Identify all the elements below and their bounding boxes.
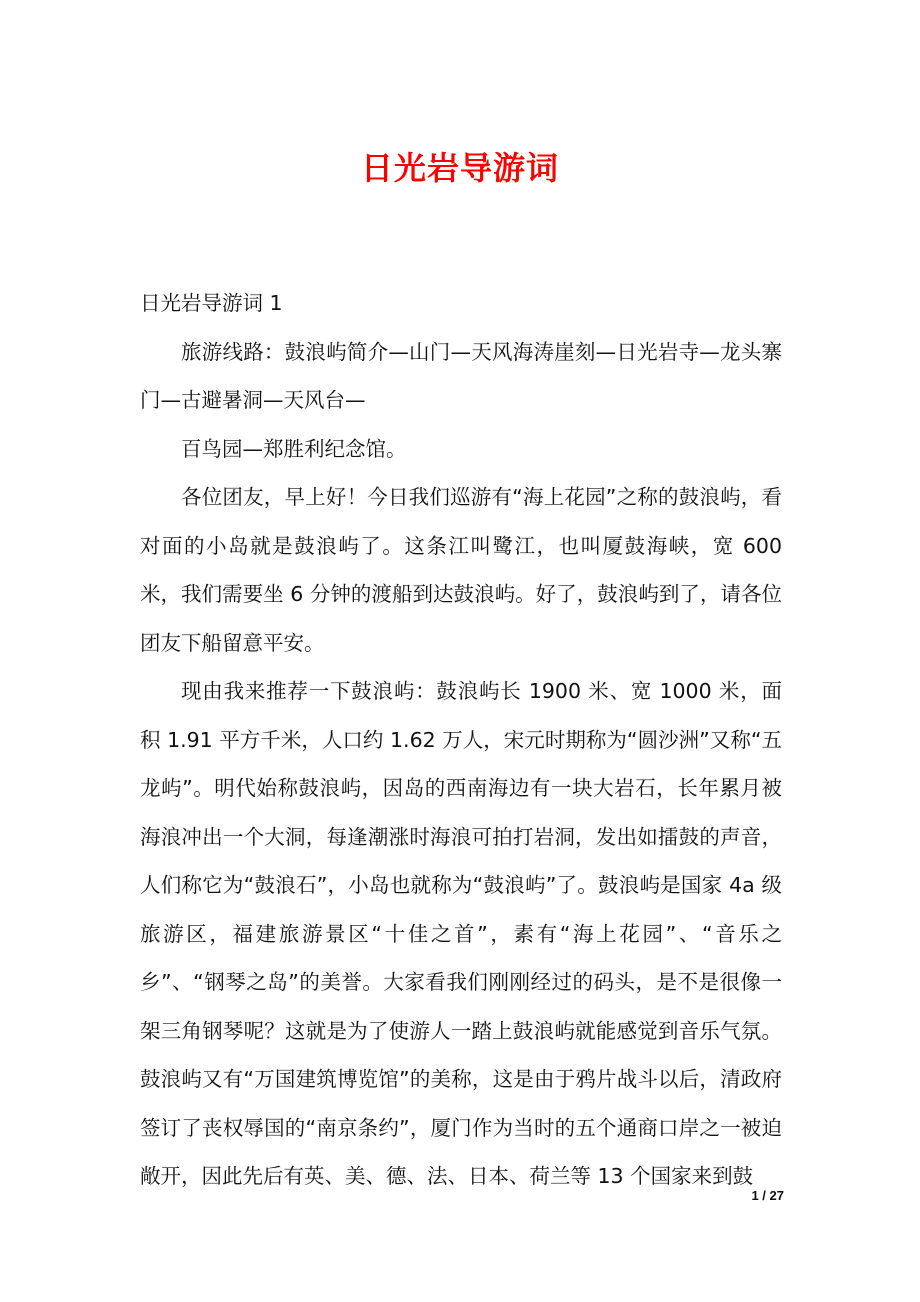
paragraph-route: 旅游线路：鼓浪屿简介—山门—天风海涛崖刻—日光岩寺—龙头寨门—古避暑洞—天风台— [140, 339, 782, 412]
document-body [140, 279, 782, 1201]
paragraph-introduction: 现由我来推荐一下鼓浪屿：鼓浪屿长 1900 米、宽 1000 米，面积 1.91 平方千米，人口约 1.62 万人，宋元时期称为“圆沙洲”又称“五龙屿”。明代始称鼓浪屿，因岛的西南海边有一块大岩石，长年累月被海浪冲出一个大洞，每逢潮涨时海浪可拍打岩洞，发出如擂鼓的声音，人们称它为“鼓浪石”，小岛也就称为“鼓浪屿”了。鼓浪屿是国家 4a 级旅游区，福建旅游景区“十佳之首”，素有“海上花园”、“音乐之乡”、“钢琴之岛”的美誉。大家看我们刚刚经过的码头，是不是很像一架三角钢琴呢？这就是为了使游人一踏上鼓浪屿就能感觉到音乐气氛。鼓浪屿又有“万国建筑博览馆”的美称，这是由于鸦片战斗以后，清政府签订了丧权辱国的“南京条约”，厦门作为当时的五个通商口岸之一被迫敞开，因此先后有英、美、德、法、日本、荷兰等 13 个国家来到鼓 [140, 679, 782, 1188]
paragraph-greeting: 各位团友，早上好！今日我们巡游有“海上花园”之称的鼓浪屿，看对面的小岛就是鼓浪屿了。这条江叫鹭江，也叫厦鼓海峡，宽 600 米，我们需要坐 6 分钟的渡船到达鼓浪屿。好了，鼓浪屿到了，请各位团友下船留意平安。 [140, 485, 782, 655]
document-title: 日光岩导游词 [360, 149, 559, 187]
paragraph-route-continued: 百鸟园—郑胜利纪念馆。 [181, 436, 407, 461]
page-indicator: 1 / 27 [751, 1188, 784, 1203]
section-heading: 日光岩导游词 1 [140, 291, 283, 315]
